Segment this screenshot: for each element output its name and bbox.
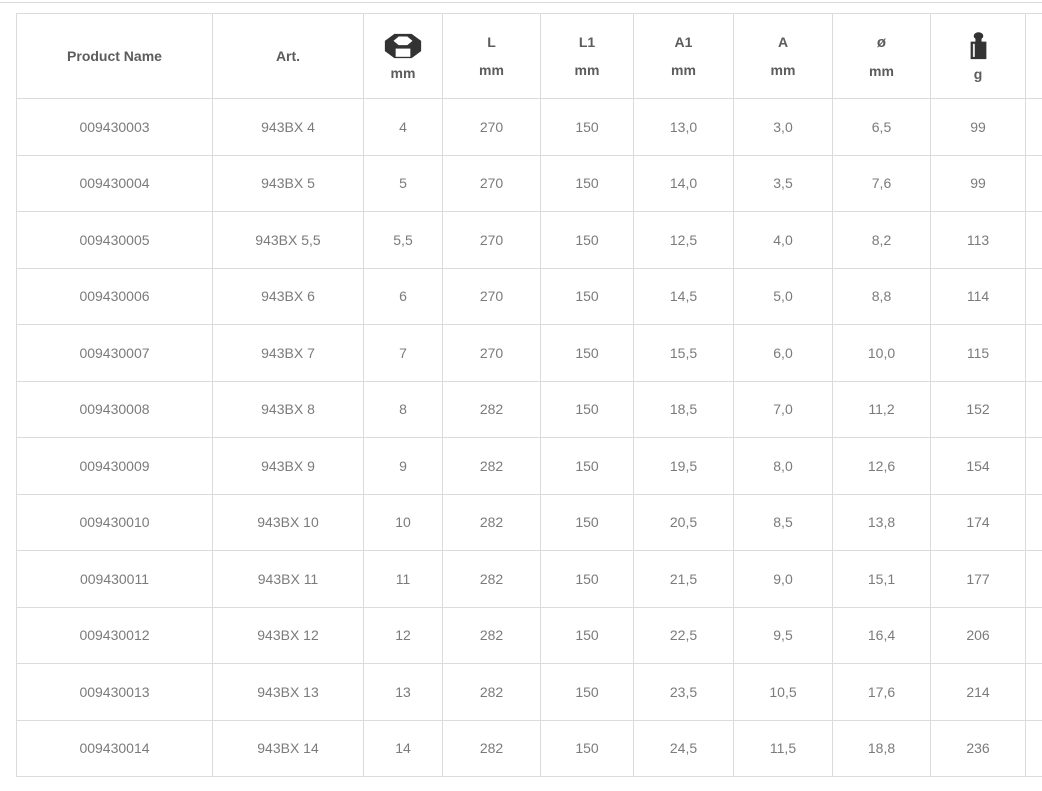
cell-cutoff — [1026, 381, 1042, 438]
cell-a1: 12,5 — [634, 212, 734, 269]
cell-wrench_size: 13 — [364, 664, 443, 721]
cell-a: 8,5 — [734, 494, 833, 551]
col-header-a — [734, 14, 833, 99]
cell-art: 943BX 4 — [213, 99, 364, 156]
cell-weight: 114 — [931, 268, 1026, 325]
cell-l1: 150 — [541, 720, 634, 777]
cell-l: 282 — [443, 438, 541, 495]
cell-product_name: 009430012 — [17, 607, 213, 664]
cell-product_name: 009430007 — [17, 325, 213, 382]
cell-product_name: 009430006 — [17, 268, 213, 325]
col-header-l1 — [541, 14, 634, 99]
cell-diameter: 15,1 — [833, 551, 931, 608]
cell-wrench_size: 7 — [364, 325, 443, 382]
cell-a1: 24,5 — [634, 720, 734, 777]
cell-a1: 13,0 — [634, 99, 734, 156]
cell-weight: 99 — [931, 99, 1026, 156]
cell-weight: 152 — [931, 381, 1026, 438]
cell-a1: 23,5 — [634, 664, 734, 721]
cell-product_name: 009430009 — [17, 438, 213, 495]
cell-art: 943BX 7 — [213, 325, 364, 382]
cell-cutoff — [1026, 720, 1042, 777]
cell-cutoff — [1026, 607, 1042, 664]
col-header-product-name — [17, 14, 213, 99]
cell-a1: 15,5 — [634, 325, 734, 382]
col-header-wrench-size — [364, 14, 443, 99]
cell-diameter: 8,2 — [833, 212, 931, 269]
cell-l1: 150 — [541, 268, 634, 325]
a1-header-label: A1 — [674, 34, 693, 50]
cell-weight: 113 — [931, 212, 1026, 269]
cell-l1: 150 — [541, 381, 634, 438]
cell-art: 943BX 12 — [213, 607, 364, 664]
cell-a: 9,5 — [734, 607, 833, 664]
cell-art: 943BX 10 — [213, 494, 364, 551]
cell-cutoff — [1026, 268, 1042, 325]
cell-a: 6,0 — [734, 325, 833, 382]
product-table-wrap — [16, 13, 1042, 777]
cell-a: 5,0 — [734, 268, 833, 325]
cell-a: 7,0 — [734, 381, 833, 438]
cell-diameter: 13,8 — [833, 494, 931, 551]
cell-product_name: 009430011 — [17, 551, 213, 608]
col-header-weight — [931, 14, 1026, 99]
cell-diameter: 7,6 — [833, 155, 931, 212]
cell-l: 282 — [443, 664, 541, 721]
cell-a: 4,0 — [734, 212, 833, 269]
cell-l: 270 — [443, 155, 541, 212]
cell-art: 943BX 5,5 — [213, 212, 364, 269]
col-header-art — [213, 14, 364, 99]
cell-product_name: 009430003 — [17, 99, 213, 156]
cell-cutoff — [1026, 494, 1042, 551]
top-divider-line — [0, 2, 1042, 3]
cell-art: 943BX 6 — [213, 268, 364, 325]
cell-product_name: 009430004 — [17, 155, 213, 212]
cell-a: 10,5 — [734, 664, 833, 721]
table-row — [17, 325, 1042, 382]
l-header-label: L — [487, 34, 496, 50]
cell-a: 3,0 — [734, 99, 833, 156]
cell-a1: 18,5 — [634, 381, 734, 438]
cell-diameter: 11,2 — [833, 381, 931, 438]
cell-cutoff — [1026, 325, 1042, 382]
cell-a: 9,0 — [734, 551, 833, 608]
col-header-a1 — [634, 14, 734, 99]
header-row — [17, 14, 1042, 99]
table-row — [17, 664, 1042, 721]
l-unit-label: mm — [479, 62, 504, 78]
hex-nut-icon — [384, 33, 422, 59]
cell-a1: 21,5 — [634, 551, 734, 608]
cell-product_name: 009430010 — [17, 494, 213, 551]
cell-weight: 214 — [931, 664, 1026, 721]
cell-wrench_size: 12 — [364, 607, 443, 664]
cell-l1: 150 — [541, 212, 634, 269]
cell-diameter: 17,6 — [833, 664, 931, 721]
cell-weight: 115 — [931, 325, 1026, 382]
cell-wrench_size: 11 — [364, 551, 443, 608]
cell-art: 943BX 11 — [213, 551, 364, 608]
cell-weight: 236 — [931, 720, 1026, 777]
cell-a1: 20,5 — [634, 494, 734, 551]
cell-a: 3,5 — [734, 155, 833, 212]
cell-wrench_size: 6 — [364, 268, 443, 325]
cell-cutoff — [1026, 664, 1042, 721]
product-spec-table — [16, 13, 1042, 777]
cell-cutoff — [1026, 551, 1042, 608]
cell-weight: 177 — [931, 551, 1026, 608]
cell-product_name: 009430013 — [17, 664, 213, 721]
table-row — [17, 607, 1042, 664]
table-row — [17, 381, 1042, 438]
a1-unit-label: mm — [671, 62, 696, 78]
table-row — [17, 155, 1042, 212]
cell-weight: 99 — [931, 155, 1026, 212]
l1-header-label: L1 — [578, 34, 596, 50]
cell-l: 282 — [443, 494, 541, 551]
cell-weight: 206 — [931, 607, 1026, 664]
cell-l1: 150 — [541, 155, 634, 212]
cell-diameter: 18,8 — [833, 720, 931, 777]
cell-art: 943BX 5 — [213, 155, 364, 212]
cell-a1: 19,5 — [634, 438, 734, 495]
table-row — [17, 268, 1042, 325]
a-unit-label: mm — [770, 62, 796, 78]
table-row — [17, 720, 1042, 777]
table-row — [17, 438, 1042, 495]
cell-l: 282 — [443, 720, 541, 777]
cell-a: 11,5 — [734, 720, 833, 777]
l1-unit-label: mm — [574, 62, 600, 78]
cell-diameter: 8,8 — [833, 268, 931, 325]
cell-l1: 150 — [541, 607, 634, 664]
cell-l: 282 — [443, 607, 541, 664]
cell-a1: 14,0 — [634, 155, 734, 212]
cell-l: 270 — [443, 325, 541, 382]
cell-diameter: 10,0 — [833, 325, 931, 382]
table-body — [17, 99, 1042, 777]
cell-diameter: 6,5 — [833, 99, 931, 156]
cell-l: 270 — [443, 99, 541, 156]
weight-icon — [968, 32, 989, 60]
table-row — [17, 494, 1042, 551]
wrench-size-unit-label: mm — [390, 64, 416, 81]
cell-l1: 150 — [541, 325, 634, 382]
cell-l: 282 — [443, 551, 541, 608]
cell-wrench_size: 14 — [364, 720, 443, 777]
cell-a: 8,0 — [734, 438, 833, 495]
cell-cutoff — [1026, 438, 1042, 495]
cell-art: 943BX 8 — [213, 381, 364, 438]
cell-diameter: 12,6 — [833, 438, 931, 495]
cell-l1: 150 — [541, 494, 634, 551]
cell-wrench_size: 9 — [364, 438, 443, 495]
diameter-header-label: ø — [876, 33, 887, 51]
cell-wrench_size: 10 — [364, 494, 443, 551]
table-row — [17, 212, 1042, 269]
cell-l: 282 — [443, 381, 541, 438]
table-row — [17, 99, 1042, 156]
table-row — [17, 551, 1042, 608]
cell-wrench_size: 5 — [364, 155, 443, 212]
weight-unit-label: g — [973, 65, 983, 82]
cell-product_name: 009430008 — [17, 381, 213, 438]
cell-a1: 14,5 — [634, 268, 734, 325]
col-header-cutoff — [1026, 14, 1042, 99]
cell-art: 943BX 13 — [213, 664, 364, 721]
cell-l1: 150 — [541, 99, 634, 156]
cell-l1: 150 — [541, 438, 634, 495]
a-header-label: A — [777, 34, 789, 50]
col-header-diameter — [833, 14, 931, 99]
cell-l: 270 — [443, 212, 541, 269]
cell-art: 943BX 14 — [213, 720, 364, 777]
cell-weight: 154 — [931, 438, 1026, 495]
cell-product_name: 009430014 — [17, 720, 213, 777]
cell-wrench_size: 5,5 — [364, 212, 443, 269]
product-name-header-label: Product Name — [67, 48, 162, 64]
cell-diameter: 16,4 — [833, 607, 931, 664]
cell-weight: 174 — [931, 494, 1026, 551]
cell-a1: 22,5 — [634, 607, 734, 664]
col-header-l — [443, 14, 541, 99]
cell-wrench_size: 8 — [364, 381, 443, 438]
cell-l1: 150 — [541, 664, 634, 721]
cell-cutoff — [1026, 212, 1042, 269]
cell-art: 943BX 9 — [213, 438, 364, 495]
art-header-label: Art. — [275, 48, 301, 64]
cell-product_name: 009430005 — [17, 212, 213, 269]
cell-cutoff — [1026, 99, 1042, 156]
diameter-unit-label: mm — [869, 62, 894, 79]
cell-l1: 150 — [541, 551, 634, 608]
cell-cutoff — [1026, 155, 1042, 212]
cell-l: 270 — [443, 268, 541, 325]
cell-wrench_size: 4 — [364, 99, 443, 156]
